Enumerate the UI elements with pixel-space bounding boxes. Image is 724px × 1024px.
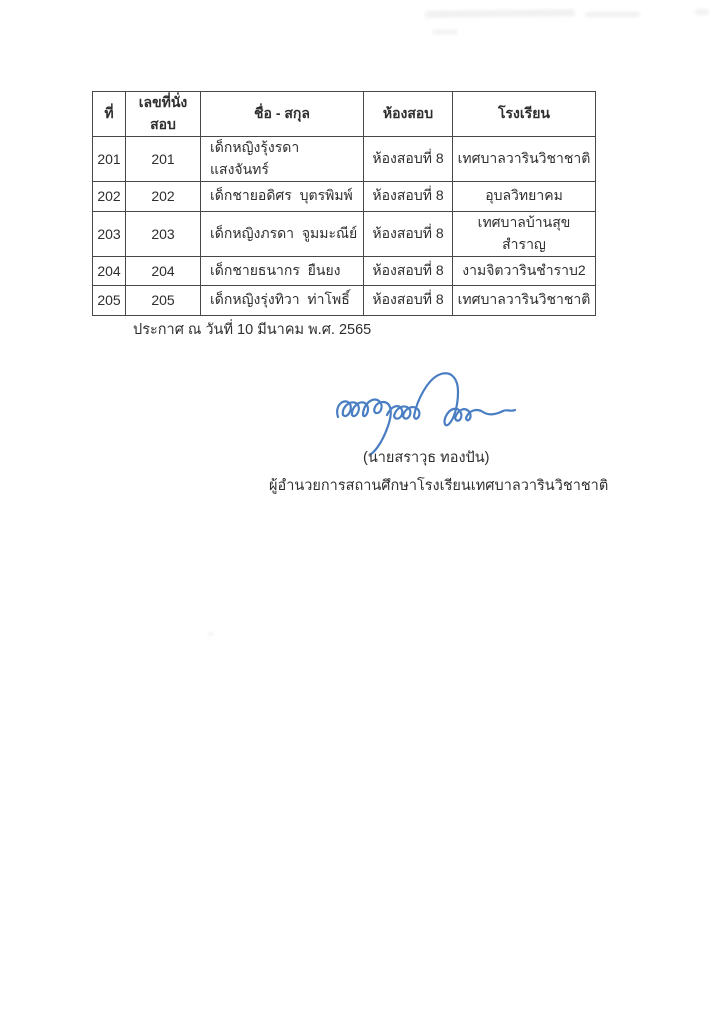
cell-seat: 201 [126, 137, 201, 182]
scan-artifact [425, 9, 575, 18]
cell-name: เด็กหญิงรุ้งรดา แสงจันทร์ [201, 137, 364, 182]
cell-seat: 205 [126, 286, 201, 316]
cell-seat: 203 [126, 211, 201, 256]
table-header-row [93, 92, 596, 137]
cell-room: ห้องสอบที่ 8 [364, 211, 453, 256]
scan-artifact [585, 12, 640, 17]
cell-school: งามจิตวารินชำราบ2 [453, 256, 596, 286]
table-row [93, 137, 596, 182]
scan-artifact [208, 632, 213, 636]
announcement-date-line: ประกาศ ณ วันที่ 10 มีนาคม พ.ศ. 2565 [133, 322, 372, 338]
header-no: ที่ [93, 92, 126, 137]
cell-room: ห้องสอบที่ 8 [364, 182, 453, 212]
cell-school: เทศบาลวารินวิชาชาติ [453, 137, 596, 182]
table-row [93, 182, 596, 212]
signer-title: ผู้อำนวยการสถานศึกษาโรงเรียนเทศบาลวารินวิชาชาติ [269, 478, 609, 494]
cell-school: เทศบาลบ้านสุขสำราญ [453, 211, 596, 256]
cell-school: อุบลวิทยาคม [453, 182, 596, 212]
cell-name: เด็กชายอดิศร บุตรพิมพ์ [201, 182, 364, 212]
cell-no: 201 [93, 137, 126, 182]
cell-room: ห้องสอบที่ 8 [364, 286, 453, 316]
cell-name: เด็กหญิงภรดา จูมมะณีย์ [201, 211, 364, 256]
header-school: โรงเรียน [453, 92, 596, 137]
cell-name: เด็กหญิงรุ่งทิวา ท่าโพธิ์ [201, 286, 364, 316]
scan-artifact [695, 9, 709, 15]
header-room: ห้องสอบ [364, 92, 453, 137]
cell-school: เทศบาลวารินวิชาชาติ [453, 286, 596, 316]
header-name: ชื่อ - สกุล [201, 92, 364, 137]
header-seat: เลขที่นั่งสอบ [126, 92, 201, 137]
table-row [93, 256, 596, 286]
cell-name: เด็กชายธนากร ยืนยง [201, 256, 364, 286]
cell-no: 202 [93, 182, 126, 212]
scan-artifact [432, 30, 458, 34]
cell-no: 205 [93, 286, 126, 316]
signature-stroke [337, 373, 515, 454]
signer-name: (นายสราวุธ ทองปัน) [363, 450, 490, 466]
cell-no: 204 [93, 256, 126, 286]
cell-seat: 204 [126, 256, 201, 286]
cell-seat: 202 [126, 182, 201, 212]
table-row [93, 286, 596, 316]
table-row [93, 211, 596, 256]
exam-seating-table [92, 91, 596, 316]
cell-room: ห้องสอบที่ 8 [364, 256, 453, 286]
cell-room: ห้องสอบที่ 8 [364, 137, 453, 182]
cell-no: 203 [93, 211, 126, 256]
